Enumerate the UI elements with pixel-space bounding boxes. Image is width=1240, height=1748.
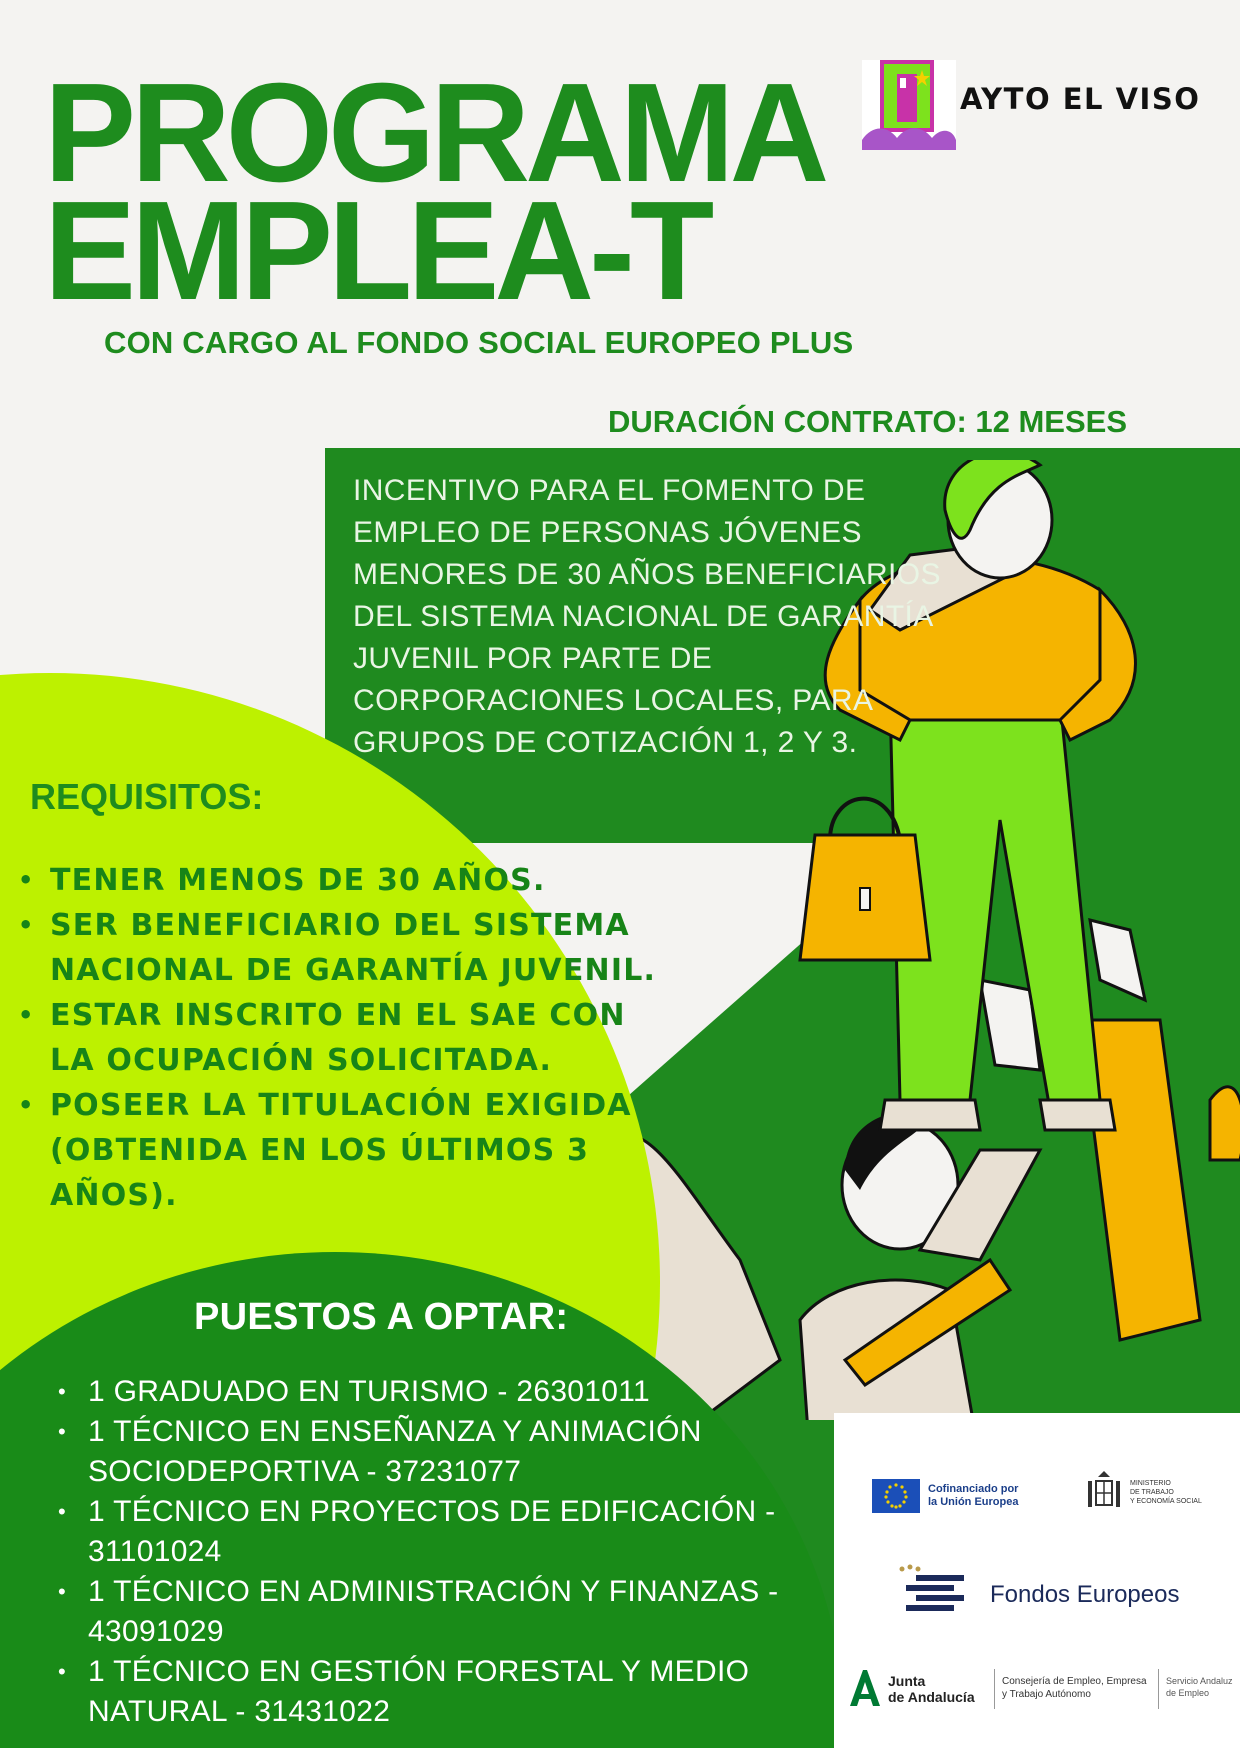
- puestos-heading: PUESTOS A OPTAR:: [194, 1296, 569, 1338]
- incentive-line: MENORES DE 30 AÑOS BENEFICIARIOS: [353, 558, 941, 591]
- servicio-text-line: Servicio Andaluz: [1166, 1676, 1233, 1686]
- puestos-list: [52, 1372, 842, 1732]
- eu-flag-icon: [872, 1479, 920, 1513]
- fondos-europeos-text: Fondos Europeos: [990, 1581, 1180, 1608]
- ministerio-text-line: Y ECONOMÍA SOCIAL: [1130, 1498, 1202, 1505]
- funding-logos-panel: [834, 1413, 1240, 1748]
- list-item: • 1 GRADUADO EN TURISMO - 26301011: [52, 1372, 842, 1412]
- page-title-line1: PROGRAMA: [44, 54, 825, 212]
- consejeria-text-line: y Trabajo Autónomo: [1002, 1689, 1091, 1700]
- subtitle: CON CARGO AL FONDO SOCIAL EUROPEO PLUS: [104, 325, 854, 360]
- junta-text: [888, 1673, 975, 1705]
- incentive-line: DEL SISTEMA NACIONAL DE GARANTÍA: [353, 600, 934, 633]
- requisitos-heading: REQUISITOS:: [30, 776, 264, 817]
- list-item: • POSEER LA TITULACIÓN EXIGIDA (OBTENIDA EN LOS ÚLTIMOS 3 AÑOS).: [18, 1083, 658, 1218]
- eu-text-line: la Unión Europea: [928, 1496, 1019, 1508]
- junta-text-line: Junta: [888, 1673, 926, 1689]
- list-item: • TENER MENOS DE 30 AÑOS.: [18, 858, 658, 903]
- ayto-coat-of-arms-icon: [862, 60, 956, 150]
- incentive-description: [353, 470, 993, 764]
- consejeria-text: [1002, 1675, 1147, 1701]
- ministerio-text-line: MINISTERIO: [1130, 1480, 1171, 1487]
- eu-text-line: Cofinanciado por: [928, 1483, 1019, 1495]
- incentive-line: EMPLEO DE PERSONAS JÓVENES: [353, 516, 862, 549]
- fondos-europeos-icon: [896, 1563, 976, 1613]
- divider: [994, 1669, 995, 1709]
- consejeria-text-line: Consejería de Empleo, Empresa: [1002, 1676, 1147, 1687]
- incentive-line: GRUPOS DE COTIZACIÓN 1, 2 Y 3.: [353, 726, 858, 759]
- junta-text-line: de Andalucía: [888, 1689, 975, 1705]
- servicio-text: [1166, 1675, 1233, 1699]
- list-item: • 1 TÉCNICO EN ENSEÑANZA Y ANIMACIÓN SOCIODEPORTIVA - 37231077: [52, 1412, 842, 1492]
- incentive-line: CORPORACIONES LOCALES, PARA: [353, 684, 874, 717]
- ayto-label: AYTO EL VISO: [960, 82, 1201, 116]
- divider: [1158, 1669, 1159, 1709]
- junta-andalucia-icon: [846, 1668, 884, 1708]
- list-item: • SER BENEFICIARIO DEL SISTEMA NACIONAL DE GARANTÍA JUVENIL.: [18, 903, 658, 993]
- list-item: • 1 TÉCNICO EN ADMINISTRACIÓN Y FINANZAS - 43091029: [52, 1572, 842, 1652]
- servicio-text-line: de Empleo: [1166, 1688, 1210, 1698]
- list-item: • 1 TÉCNICO EN PROYECTOS DE EDIFICACIÓN - 31101024: [52, 1492, 842, 1572]
- eu-cofinanciado-text: [928, 1483, 1018, 1509]
- spain-coat-of-arms-icon: [1084, 1469, 1124, 1517]
- ministerio-text-line: DE TRABAJO: [1130, 1489, 1174, 1496]
- list-item: • 1 TÉCNICO EN GESTIÓN FORESTAL Y MEDIO NATURAL - 31431022: [52, 1652, 842, 1732]
- list-item: • ESTAR INSCRITO EN EL SAE CON LA OCUPACIÓN SOLICITADA.: [18, 993, 658, 1083]
- ministerio-text: [1130, 1479, 1202, 1506]
- page-title-line2: EMPLEA-T: [44, 172, 710, 330]
- requisitos-list: [18, 858, 658, 1218]
- contract-duration: DURACIÓN CONTRATO: 12 MESES: [608, 404, 1128, 439]
- incentive-line: INCENTIVO PARA EL FOMENTO DE: [353, 474, 866, 507]
- incentive-line: JUVENIL POR PARTE DE: [353, 642, 713, 675]
